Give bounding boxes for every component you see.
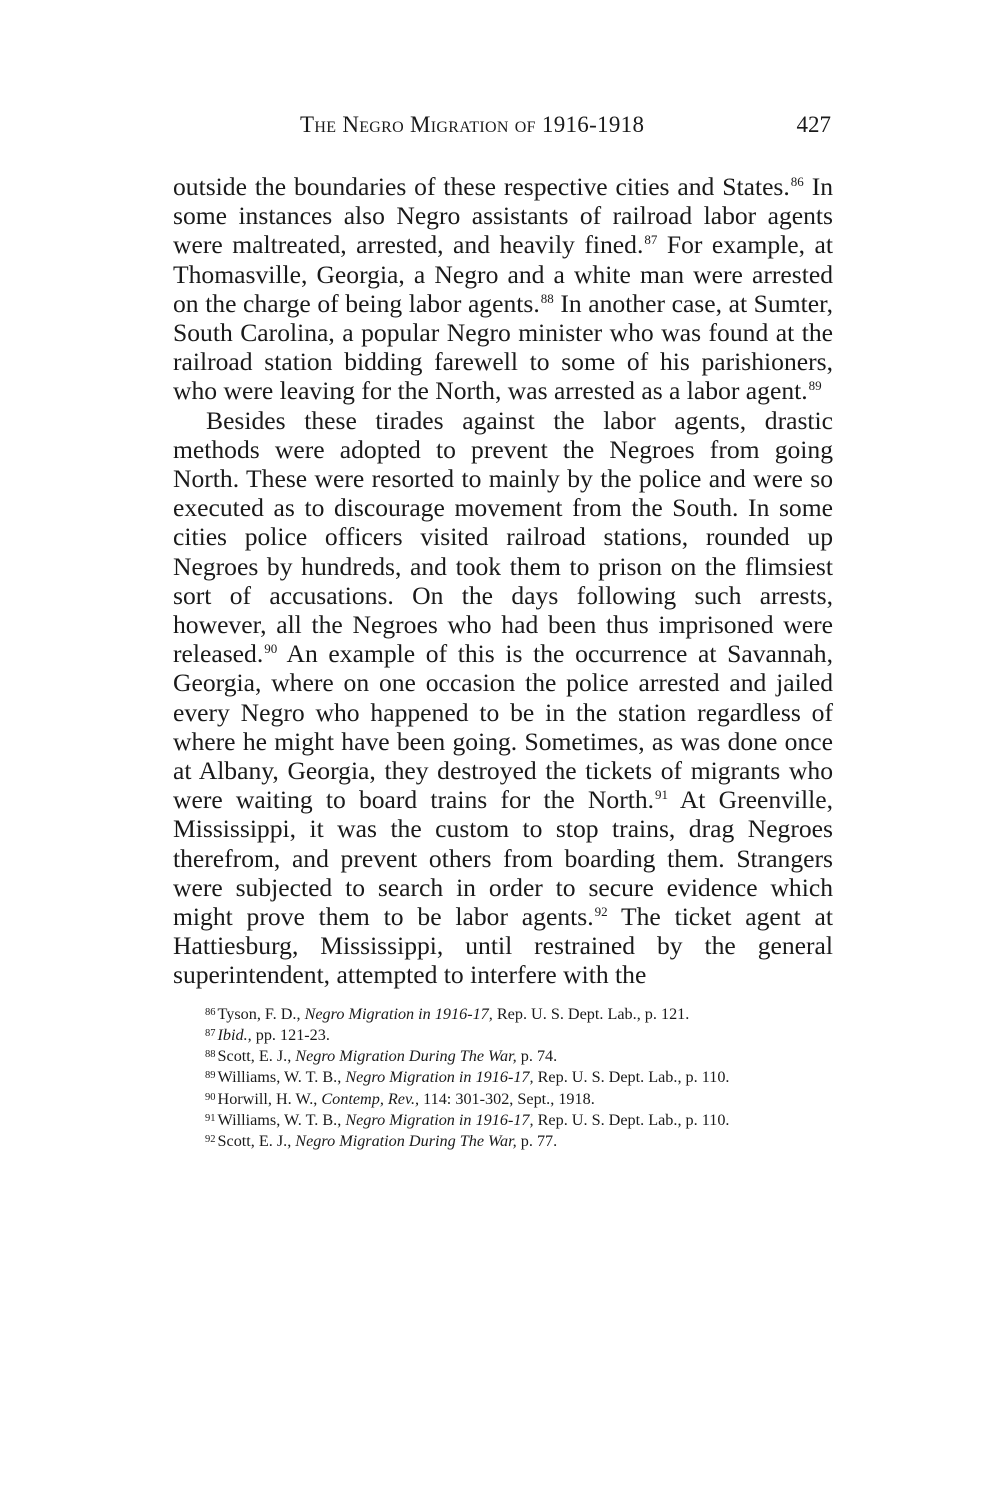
running-head xyxy=(173,108,833,142)
footnote-text: Horwill, H. W., xyxy=(217,1089,322,1108)
footnote-work-title: Contemp, Rev., xyxy=(321,1089,420,1108)
footnote-text: p. 77. xyxy=(516,1131,558,1150)
paragraph-text: Besides these tirades against the labor agents, drastic methods were adopted to prevent the Negroes from going North. These were resorted to mainly by the police and were so executed as to discourage movement from the South. In some cities police officers visited railroad stations, rounded up Negroes by hundreds, and took them to prison on the flimsiest sort of accusations. On the days following such arrests, however, all the Negroes who had been thus imprisoned were released. xyxy=(173,405,833,669)
footnote-text: Scott, E. J., xyxy=(217,1047,296,1066)
footnote-work-title: Negro Migration During The War, xyxy=(295,1131,517,1150)
footnote-text: Rep. U. S. Dept. Lab., p. 110. xyxy=(533,1068,730,1087)
footnote-text: pp. 121-23. xyxy=(251,1025,330,1044)
paragraph-text: outside the boundaries of these respective cities and States. xyxy=(173,172,790,201)
footnote-work-title: Negro Migration in 1916-17, xyxy=(345,1068,534,1087)
footnote xyxy=(173,1089,833,1110)
footnote-work-title: Ibid., xyxy=(217,1025,252,1044)
footnote-text: Scott, E. J., xyxy=(217,1131,296,1150)
running-head-title: The Negro Migration of 1916-1918 xyxy=(300,112,645,137)
footnote-number: 86 xyxy=(205,1006,216,1018)
footnote-text: Tyson, F. D., xyxy=(217,1004,305,1023)
footnote-text: 114: 301-302, Sept., 1918. xyxy=(419,1089,595,1108)
footnote-reference: 90 xyxy=(264,641,278,657)
footnote-reference: 86 xyxy=(790,174,804,189)
paragraph-text: In some instances also Negro assistants of railroad labor agents were maltreated, arrested, and heavily fined. xyxy=(173,172,834,260)
paragraph-text: In another case, at Sumter, South Carolina, a popular Negro minister who was found at the railroad station bidding farewell to some of his parishioners, who were leaving for the North, was arrested as a labor agent. xyxy=(173,288,833,406)
footnote-number: 89 xyxy=(205,1070,216,1082)
footnote xyxy=(173,1131,833,1152)
paragraph xyxy=(173,172,833,406)
footnote xyxy=(173,1025,833,1046)
footnote-number: 87 xyxy=(205,1027,216,1039)
footnote xyxy=(173,1067,833,1088)
paragraph-text: At Greenville, Mississippi, it was the custom to stop trains, drag Negroes therefrom, and prevent others from boarding them. Strangers were subjected to search in order to secure evidence which might prove them to be labor agents. xyxy=(173,785,834,932)
footnote xyxy=(173,1004,833,1025)
footnote-text: Williams, W. T. B., xyxy=(217,1068,346,1087)
footnote-number: 90 xyxy=(205,1091,216,1103)
footnote-reference: 87 xyxy=(644,232,658,248)
paragraph-text: For example, at Thomasville, Georgia, a Negro and a white man were arrested on the charge of being labor agents. xyxy=(173,230,833,318)
footnote-number: 91 xyxy=(205,1112,216,1124)
footnote-reference: 91 xyxy=(655,787,669,803)
footnote-text: p. 74. xyxy=(516,1047,558,1066)
footnote-number: 88 xyxy=(205,1049,216,1061)
footnote-text: Rep. U. S. Dept. Lab., p. 110. xyxy=(533,1110,730,1129)
footnotes xyxy=(173,1004,833,1152)
footnote-reference: 92 xyxy=(594,904,608,920)
footnote-work-title: Negro Migration During The War, xyxy=(295,1047,517,1066)
body-text xyxy=(173,172,833,990)
footnote xyxy=(173,1046,833,1067)
footnote xyxy=(173,1110,833,1131)
footnote-text: Williams, W. T. B., xyxy=(217,1110,346,1129)
footnote-text: Rep. U. S. Dept. Lab., p. 121. xyxy=(492,1004,690,1023)
footnote-work-title: Negro Migration in 1916-17, xyxy=(345,1110,534,1129)
paragraph-text: The ticket agent at Hattiesburg, Mississippi, until restrained by the general superintendent, attempted to interfere with the xyxy=(173,902,833,990)
book-page xyxy=(173,108,833,1152)
footnote-reference: 89 xyxy=(808,378,822,394)
page-number: 427 xyxy=(796,112,831,137)
footnote-number: 92 xyxy=(205,1133,216,1145)
footnote-work-title: Negro Migration in 1916-17, xyxy=(304,1004,493,1023)
footnote-reference: 88 xyxy=(540,290,554,306)
paragraph-text: An example of this is the occurrence at Savannah, Georgia, where on one occasion the police arrested and jailed every Negro who happened to be in the station regardless of where he might have been going. Sometimes, as was done once at Albany, Georgia, they destroyed the tickets of migrants who were waiting to board trains for the North. xyxy=(173,639,833,815)
paragraph xyxy=(173,406,833,990)
